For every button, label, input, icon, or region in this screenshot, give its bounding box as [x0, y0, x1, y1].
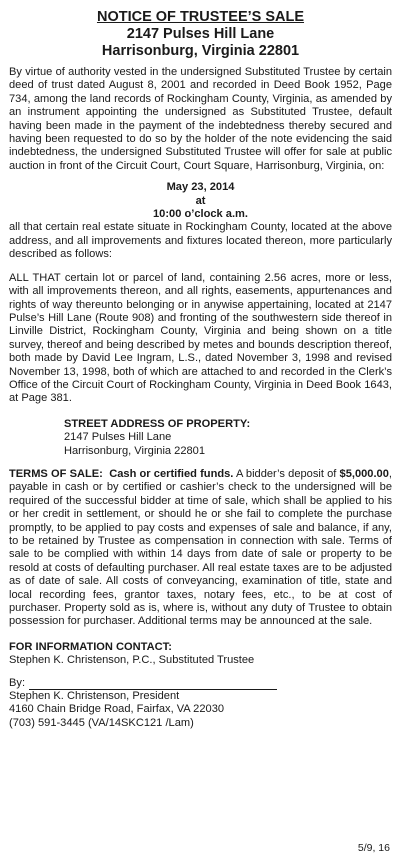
deposit-amount: $5,000.00 [339, 467, 389, 480]
terms-paragraph [9, 468, 392, 629]
contact-address: 4160 Chain Bridge Road, Fairfax, VA 22030 [9, 703, 225, 716]
contact-block [9, 641, 392, 730]
contact-signer: Stephen K. Christenson, President [9, 690, 180, 703]
terms-cash-note: Cash or certified funds. [109, 467, 234, 480]
contact-heading: FOR INFORMATION CONTACT: [9, 640, 172, 653]
street-address-heading: STREET ADDRESS OF PROPERTY: [64, 417, 251, 430]
street-address-block [64, 418, 392, 458]
signature-line [9, 677, 392, 690]
terms-label: TERMS OF SALE: [9, 467, 103, 480]
by-label: By: [9, 676, 26, 689]
contact-phone: (703) 591-3445 (VA/14SKC121 /Lam) [9, 716, 194, 729]
property-intro-paragraph: all that certain real estate situate in Rockingham County, located at the above address, and all improvements and fixtures located thereon, more particularly described as follows: [9, 221, 392, 261]
sale-date: May 23, 2014 [166, 181, 235, 194]
intro-paragraph: By virtue of authority vested in the undersigned Substituted Trustee by certain deed of trust dated August 8, 2001 and recorded in Deed Book 1952, Page 734, among the land records of Rockingham County, Virginia, as amended by an instrument appointing the undersigned as Substituted Trustee, default having been made in the payment of the indebtedness thereby secured and having been requested to do so by the holder of the note evidencing the said indebtedness, the undersigned Substituted Trustee will offer for sale at public auction in front of the Circuit Court, Court Square, Harrisonburg, Virginia, on: [9, 66, 392, 172]
sale-date-block [9, 181, 392, 221]
contact-firm: Stephen K. Christenson, P.C., Substituted Trustee [9, 654, 255, 667]
notice-title: NOTICE OF TRUSTEE’S SALE [96, 9, 305, 25]
sale-time: 10:00 o’clock a.m. [153, 208, 248, 221]
terms-text2: , payable in cash or by certified or cashier’s check to the undersigned will be required of the successful bidder at time of sale, which shall be applied to his or her credit in settlement, or should he or she fail to complete the purchase promptly, to be applied to pay costs and expenses of sale and balance, if any, to be retained by Trustee as compensation in connection with sale. Terms of sale to be complied with within 14 days from date of sale or property to be resold at costs of defaulting purchaser. All real estate taxes are to be adjusted as of date of sale. All costs of conveyancing, examination of title, state and local recording fees, grantor taxes, notary fees, etc., to be at cost of purchaser. Property sold as is, where is, without any duty of Trustee to obtain possession for purchaser. Additional terms may be announced at the sale. [9, 467, 392, 628]
notice-address-line1: 2147 Pulses Hill Lane [126, 26, 275, 42]
legal-description-paragraph: ALL THAT certain lot or parcel of land, containing 2.56 acres, more or less, with all improvements thereon, and all rights, easements, appurtenances and rights of way thereunto belonging or in anywise appertaining, located at 2147 Pulse’s Hill Lane (Route 908) and fronting of the southwestern side thereof in Linville District, Rockingham County, Virginia and being shown on a title survey, thereof and being described by metes and bounds description thereof, both made by David Lee Ingram, L.S., dated November 3, 1998 and revised November 13, 1998, both of which are attached to and recorded in the Clerk’s Office of the Circuit Court of Rockingham County, Virginia in Deed Book 1643, at Page 381. [9, 271, 392, 405]
street-address-line1: 2147 Pulses Hill Lane [64, 431, 172, 444]
sale-at: at [195, 194, 206, 207]
street-address-line2: Harrisonburg, Virginia 22801 [64, 444, 206, 457]
run-dates: 5/9, 16 [357, 842, 390, 854]
signature-rule [29, 678, 277, 690]
terms-text1: A bidder’s deposit of [235, 467, 337, 480]
notice-address-line2: Harrisonburg, Virginia 22801 [101, 43, 300, 59]
